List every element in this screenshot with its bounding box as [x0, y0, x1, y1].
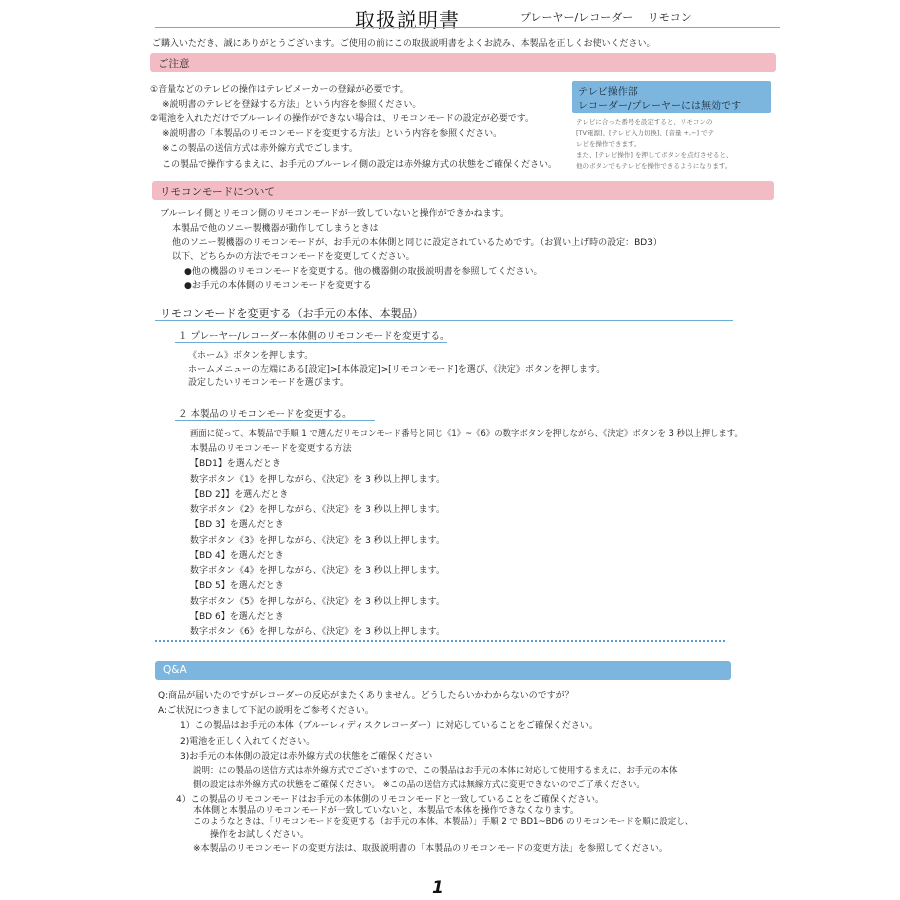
step2-line: 画面に従って、本製品で手順 1 で選んだリモコンモード番号と同じ《1》~《6》の数字ボタンを押しながら、《決定》ボタンを 3 秒以上押します。: [190, 428, 743, 438]
step1-line: 《ホーム》ボタンを押します。: [188, 351, 314, 361]
remote-mode-line: 以下、どちらかの方法でモコンモードを変更してください。: [172, 252, 415, 262]
step2-line: 数字ボタン《4》を押しながら、《決定》を 3 秒以上押します。: [190, 566, 445, 576]
remote-mode-line: ブルーレイ側とリモコン側のリモコンモードが一致していないと操作ができかねます。: [160, 209, 509, 219]
step2-line: 【BD 4】を選んだとき: [190, 551, 284, 561]
step2-line: 【BD 3】を選んだとき: [190, 520, 284, 530]
qa-line: 4）この製品のリモコンモードはお手元の本体側のリモコンモードと一致していることをご確保ください。: [176, 795, 605, 805]
dotted-divider: [155, 640, 725, 642]
step2-line: 【BD1】を選んだとき: [190, 459, 281, 469]
tv-box-note: また、[テレビ操作] を押してボタンを点灯させると、: [576, 151, 733, 159]
tv-box-note: テレビに合った番号を設定すると、リモコンの: [576, 118, 713, 126]
page-subtitle: プレーヤー/レコーダー リモコン: [520, 11, 692, 24]
caution-line: この製品で操作するまえに、お手元のブルーレイ側の設定は赤外線方式の状態をご確保ください。: [162, 160, 558, 170]
remote-mode-bullet: ●他の機器のリモコンモードを変更する。他の機器側の取扱説明書を参照してください。: [184, 267, 543, 277]
caution-heading: ご注意: [158, 58, 190, 70]
change-mode-heading: リモコンモードを変更する（お手元の本体、本製品）: [160, 307, 424, 320]
page-title: 取扱説明書: [355, 8, 460, 32]
qa-line: 2)電池を正しく入れてください。: [180, 737, 316, 747]
qa-line: 操作をお試しください。: [210, 830, 310, 840]
caution-line: ※説明書の「本製品のリモコンモードを変更する方法」という内容を参照ください。: [162, 129, 503, 139]
caution-line: ②電池を入れただけでブルーレイの操作ができない場合は、リモコンモードの設定が必要です。: [150, 114, 535, 124]
step1-line: 設定したいリモコンモードを選びます。: [188, 378, 349, 388]
tv-box-subheading: レコーダー/プレーヤーには無効です: [578, 101, 741, 112]
qa-heading: Q&A: [163, 664, 187, 676]
step2-heading: ２ 本製品のリモコンモードを変更する。: [178, 409, 352, 420]
qa-line: 本体側と本製品のリモコンモードが一致していないと、本製品で本体を操作できなくなります。: [193, 806, 579, 816]
step2-line: 数字ボタン《6》を押しながら、《決定》を 3 秒以上押します。: [190, 627, 445, 637]
remote-mode-heading: リモコンモードについて: [160, 186, 275, 198]
remote-mode-line: 本製品で他のソニー製機器が動作してしまうときは: [172, 224, 379, 234]
remote-mode-line: 他のソニー製機器のリモコンモードが、お手元の本体側と同じに設定されているためです。（お買い上げ時の設定：BD3）: [172, 238, 662, 248]
step2-rule: [175, 420, 375, 421]
intro-text: ご購入いただき、誠にありがとうございます。ご使用の前にこの取扱説明書をよくお読み、本製品を正しくお使いください。: [152, 39, 656, 49]
tv-box-heading: テレビ操作部: [578, 87, 638, 98]
step2-line: 数字ボタン《2》を押しながら、《決定》を 3 秒以上押します。: [190, 505, 445, 515]
remote-mode-heading-bar: [152, 181, 774, 200]
step1-line: ホームメニューの左端にある[設定]>[本体設定]>[リモコンモード]を選び、《決定》ボタンを押します。: [188, 365, 606, 375]
caution-line: ①音量などのテレビの操作はテレビメーカーの登録が必要です。: [150, 85, 409, 95]
step2-line: 【BD 2】】を選んだとき: [190, 490, 289, 500]
qa-line: Q:商品が届いたのですがレコーダーの反応がまたくありません。どうしたらいかわからないのですが？: [158, 691, 574, 701]
qa-heading-bar: [155, 661, 731, 680]
caution-heading-bar: [150, 53, 776, 72]
qa-line: A:ご状況につきまして下記の説明をご参考ください。: [158, 706, 374, 716]
step2-line: 本製品のリモコンモードを変更する方法: [190, 444, 352, 454]
step2-line: 数字ボタン《5》を押しながら、《決定》を 3 秒以上押します。: [190, 597, 445, 607]
page-number: 1: [432, 878, 444, 898]
step2-line: 数字ボタン《3》を押しながら、《決定》を 3 秒以上押します。: [190, 536, 445, 546]
qa-line: 説明：にの製品の送信方式は赤外線方式でございますので、この製品はお手元の本体に対応して使用するまえに、お手元の本体: [193, 766, 678, 776]
step2-line: 【BD 5】を選んだとき: [190, 581, 284, 591]
qa-line: 3)お手元の本体側の設定は赤外線方式の状態をご確保ください: [180, 752, 433, 762]
qa-line: 1）この製品はお手元の本体（ブルーレィディスクレコーダー）に対応していることをご確保ください。: [180, 721, 598, 731]
qa-line: 側の設定は赤外線方式の状態をご確保ください。 ※この品の送信方式は無線方式に変更できないのでご了承ください。: [193, 780, 645, 790]
qa-line: このようなときは、「リモコンモードを変更する（お手元の本体、本製品）」手順 2 で BD1~BD6 のリモコンモードを順に設定し、: [193, 817, 694, 827]
tv-box-note: 他のボタンでもテレビを操作できるようになります。: [576, 162, 732, 170]
qa-line: ※本製品のリモコンモードの変更方法は、取扱説明書の「本製品のリモコンモードの変更方法」を参照してください。: [193, 844, 668, 854]
caution-line: ※説明書のテレビを登録する方法」という内容を参照ください。: [162, 100, 422, 110]
step1-heading: １ プレーヤー/レコーダー本体側のリモコンモードを変更する。: [178, 331, 450, 342]
step2-line: 【BD 6】を選んだとき: [190, 612, 284, 622]
step2-line: 数字ボタン《1》を押しながら、《決定》を 3 秒以上押します。: [190, 475, 445, 485]
tv-operation-box: [572, 81, 771, 113]
remote-mode-bullet: ●お手元の本体側のリモコンモードを変更する: [184, 281, 372, 291]
title-rule: [155, 27, 780, 28]
tv-box-note: [TV電源]、[テレビ入力切換]、[音量 +,−] でテ: [576, 129, 715, 137]
tv-box-note: レビを操作できます。: [576, 140, 641, 148]
caution-line: ※この製品の送信方式は赤外線方式でごします。: [162, 144, 358, 154]
step1-rule: [175, 342, 447, 343]
change-mode-rule: [155, 320, 733, 321]
